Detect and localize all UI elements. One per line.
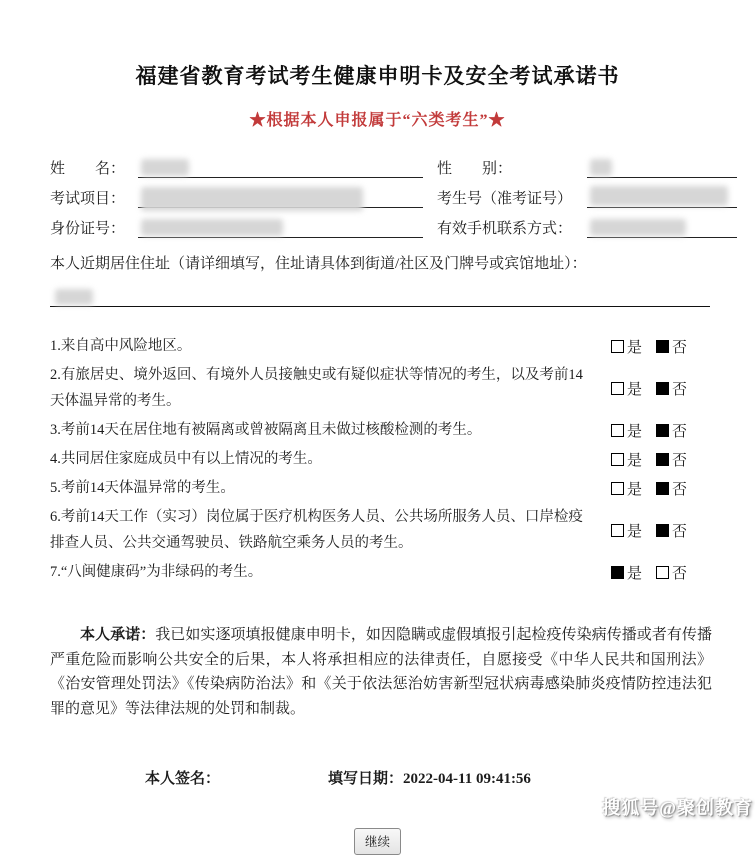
question-row-1 bbox=[50, 333, 687, 359]
no-label: 否 bbox=[671, 481, 687, 498]
personal-info-form bbox=[50, 148, 737, 238]
question-text: 4.共同居住家庭成员中有以上情况的考生。 bbox=[50, 451, 322, 467]
page-title: 福建省教育考试考生健康申明卡及安全考试承诺书 bbox=[135, 64, 620, 88]
question-text: 6.考前14天工作（实习）岗位属于医疗机构医务人员、公共场所服务人员、口岸检疫排查人员、公共交通驾驶员、铁路航空乘务人员的考生。 bbox=[50, 509, 583, 551]
form-row-exam-candidate bbox=[50, 178, 737, 208]
form-row-id-phone bbox=[50, 208, 737, 238]
checkbox-no[interactable] bbox=[656, 453, 669, 466]
checkbox-no[interactable] bbox=[656, 524, 669, 537]
phone-value-redacted bbox=[590, 219, 686, 236]
question-row-7 bbox=[50, 559, 687, 585]
button-row bbox=[0, 828, 755, 855]
checkbox-yes[interactable] bbox=[611, 382, 624, 395]
yes-label: 是 bbox=[626, 523, 642, 540]
checkbox-yes[interactable] bbox=[611, 566, 624, 579]
question-row-4 bbox=[50, 446, 687, 472]
name-label: 姓 名： bbox=[50, 161, 126, 177]
question-text: 5.考前14天体温异常的考生。 bbox=[50, 480, 235, 496]
checkbox-no[interactable] bbox=[656, 566, 669, 579]
name-field bbox=[138, 154, 423, 178]
checkbox-yes[interactable] bbox=[611, 424, 624, 437]
id-number-field bbox=[138, 214, 423, 238]
yes-label: 是 bbox=[626, 423, 642, 440]
gender-label: 性 别： bbox=[437, 161, 513, 177]
yes-label: 是 bbox=[626, 339, 642, 356]
no-label: 否 bbox=[671, 565, 687, 582]
exam-project-value-redacted bbox=[141, 187, 363, 211]
question-text: 7.“八闽健康码”为非绿码的考生。 bbox=[50, 564, 263, 580]
fill-date bbox=[328, 767, 531, 788]
no-label: 否 bbox=[671, 339, 687, 356]
address-label: 本人近期居住住址（请详细填写，住址请具体到街道/社区及门牌号或宾馆地址）： bbox=[50, 256, 587, 272]
yes-label: 是 bbox=[626, 452, 642, 469]
question-text: 3.考前14天在居住地有被隔离或曾被隔离且未做过核酸检测的考生。 bbox=[50, 422, 482, 438]
checkbox-yes[interactable] bbox=[611, 524, 624, 537]
id-number-value-redacted bbox=[141, 219, 283, 236]
checkbox-yes[interactable] bbox=[611, 482, 624, 495]
yes-label: 是 bbox=[626, 481, 642, 498]
date-value: 2022-04-11 09:41:56 bbox=[403, 771, 531, 787]
date-label: 填写日期： bbox=[328, 771, 404, 787]
checkbox-no[interactable] bbox=[656, 340, 669, 353]
exam-project-label: 考试项目： bbox=[50, 191, 126, 207]
question-text: 1.来自高中风险地区。 bbox=[50, 338, 192, 354]
exam-project-field bbox=[138, 184, 423, 208]
phone-field bbox=[587, 214, 737, 238]
yes-label: 是 bbox=[626, 381, 642, 398]
name-value-redacted bbox=[141, 159, 189, 176]
checkbox-yes[interactable] bbox=[611, 453, 624, 466]
gender-value-redacted bbox=[590, 159, 612, 176]
watermark-text: 搜狐号@聚创教育 bbox=[602, 798, 753, 818]
commitment-paragraph bbox=[50, 623, 712, 721]
yes-label: 是 bbox=[626, 565, 642, 582]
health-questions-list bbox=[50, 333, 687, 585]
no-label: 否 bbox=[671, 452, 687, 469]
checkbox-yes[interactable] bbox=[611, 340, 624, 353]
commitment-lead: 本人承诺： bbox=[80, 627, 156, 643]
no-label: 否 bbox=[671, 423, 687, 440]
checkbox-no[interactable] bbox=[656, 482, 669, 495]
address-value-redacted bbox=[55, 289, 93, 305]
question-row-5 bbox=[50, 475, 687, 501]
signature-label: 本人签名： bbox=[145, 771, 221, 787]
checkbox-no[interactable] bbox=[656, 424, 669, 437]
no-label: 否 bbox=[671, 381, 687, 398]
form-row-name-gender bbox=[50, 148, 737, 178]
question-text: 2.有旅居史、境外返回、有境外人员接触史或有疑似症状等情况的考生，以及考前14天体温异常的考生。 bbox=[50, 367, 583, 409]
candidate-no-field bbox=[587, 184, 737, 208]
phone-label: 有效手机联系方式： bbox=[437, 221, 573, 237]
question-row-2 bbox=[50, 362, 687, 414]
page-subtitle: ★根据本人申报属于“六类考生”★ bbox=[249, 112, 506, 129]
candidate-no-label: 考生号（准考证号） bbox=[437, 191, 573, 207]
commitment-body: 我已如实逐项填报健康申明卡，如因隐瞒或虚假填报引起检疫传染病传播或者有传播严重危险而影响公共安全的后果，本人将承担相应的法律责任，自愿接受《中华人民共和国刑法》《治安管理处罚法》《传染病防治法》和《关于依法惩治妨害新型冠状病毒感染肺炎疫情防控违法犯罪的意见》等法律法规的处罚和制裁。 bbox=[50, 627, 712, 717]
candidate-no-value-redacted bbox=[590, 186, 728, 206]
question-row-3 bbox=[50, 417, 687, 443]
id-number-label: 身份证号： bbox=[50, 221, 126, 237]
checkbox-no[interactable] bbox=[656, 382, 669, 395]
continue-button[interactable]: 继续 bbox=[354, 828, 401, 855]
no-label: 否 bbox=[671, 523, 687, 540]
signature-row bbox=[145, 767, 755, 788]
gender-field bbox=[587, 154, 737, 178]
question-row-6 bbox=[50, 504, 687, 556]
address-field bbox=[50, 277, 710, 307]
